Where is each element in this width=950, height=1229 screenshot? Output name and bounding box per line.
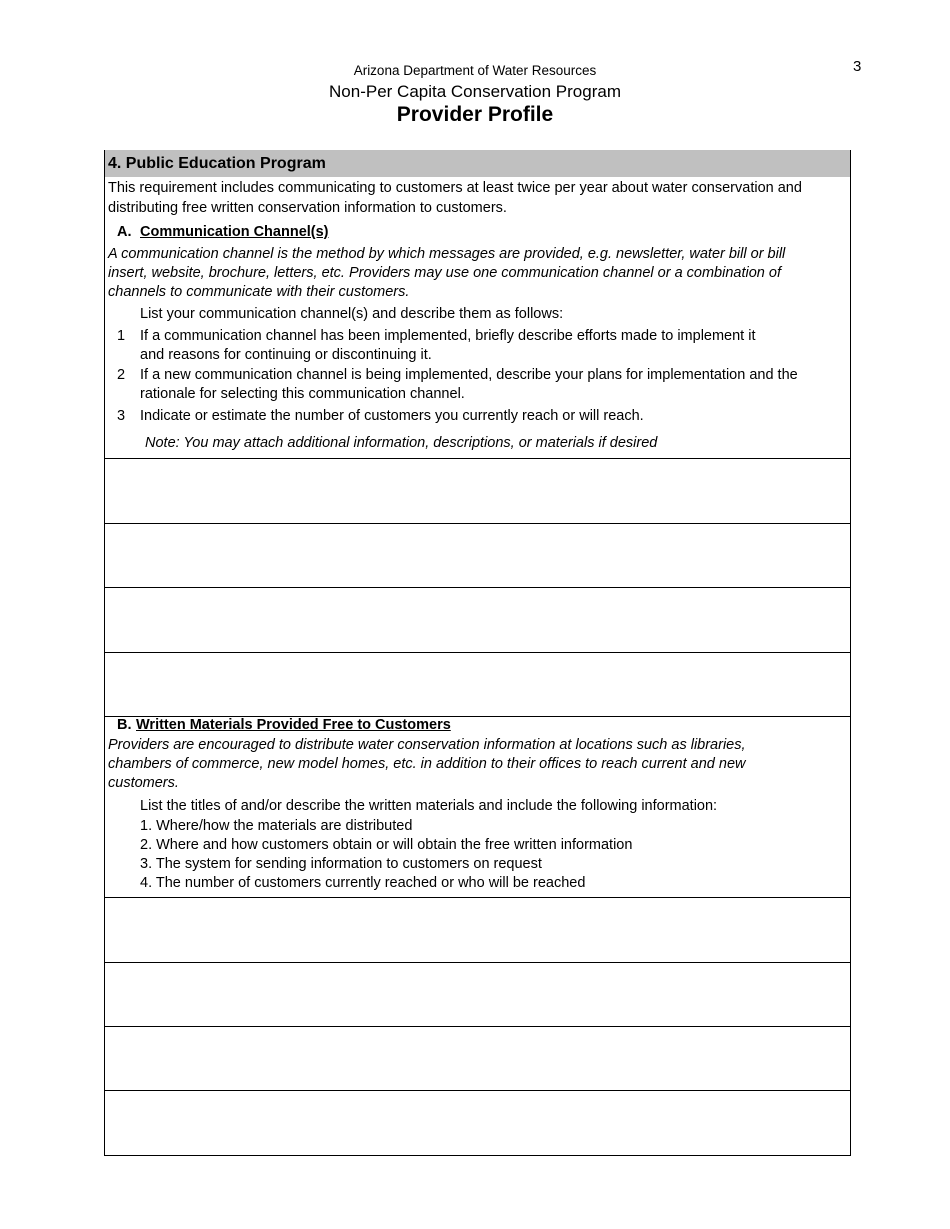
part-b-description-line-2: chambers of commerce, new model homes, etc. in addition to their offices to reach current and new <box>108 756 746 772</box>
part-b-item-4: 4. The number of customers currently reached or who will be reached <box>140 875 586 891</box>
part-a-response-field-1[interactable] <box>105 458 850 523</box>
part-a-item-2-num: 2 <box>117 367 126 383</box>
part-a-note: Note: You may attach additional information, descriptions, or materials if desired <box>145 435 658 451</box>
part-b-response-field-3[interactable] <box>105 1026 850 1090</box>
part-a-description-line-1: A communication channel is the method by which messages are provided, e.g. newsletter, water bill or bill <box>108 246 786 262</box>
part-b-item-1: 1. Where/how the materials are distributed <box>140 818 413 834</box>
part-b-response-field-1[interactable] <box>105 897 850 962</box>
agency-name: Arizona Department of Water Resources <box>353 63 597 78</box>
part-b-item-2: 2. Where and how customers obtain or will obtain the free written information <box>140 837 633 853</box>
section-intro-line-2: distributing free written conservation information to customers. <box>108 200 507 216</box>
part-b-letter: B. <box>117 717 132 733</box>
program-name: Non-Per Capita Conservation Program <box>329 82 621 101</box>
part-a-letter: A. <box>117 224 132 240</box>
part-a-item-1-num: 1 <box>117 328 126 344</box>
part-a-item-1-line-2: and reasons for continuing or discontinuing it. <box>140 347 432 363</box>
part-a-description-line-3: channels to communicate with their customers. <box>108 284 410 300</box>
part-b-list-intro: List the titles of and/or describe the written materials and include the following information: <box>140 798 718 814</box>
part-b-item-3: 3. The system for sending information to customers on request <box>140 856 542 872</box>
part-a-response-field-3[interactable] <box>105 587 850 652</box>
section-intro-line-1: This requirement includes communicating to customers at least twice per year about water conservation and <box>108 180 802 196</box>
section-title: 4. Public Education Program <box>105 150 850 177</box>
part-a-item-2-line-1: If a new communication channel is being implemented, describe your plans for implementation and the <box>140 367 798 383</box>
part-a-item-3-line-1: Indicate or estimate the number of customers you currently reach or will reach. <box>140 408 644 424</box>
part-a-item-1-line-1: If a communication channel has been implemented, briefly describe efforts made to implement it <box>140 328 756 344</box>
part-b-response-field-4[interactable] <box>105 1090 850 1155</box>
part-a-list-intro: List your communication channel(s) and describe them as follows: <box>140 306 564 322</box>
part-b-description-line-1: Providers are encouraged to distribute water conservation information at locations such as libraries, <box>108 737 746 753</box>
part-b-heading: Written Materials Provided Free to Customers <box>136 717 451 733</box>
part-a-description-line-2: insert, website, brochure, letters, etc. Providers may use one communication channel or a combination of <box>108 265 781 281</box>
part-a-response-field-2[interactable] <box>105 523 850 587</box>
part-a-response-field-4[interactable] <box>105 652 850 716</box>
part-b-response-field-2[interactable] <box>105 962 850 1026</box>
part-b-description-line-3: customers. <box>108 775 179 791</box>
part-a-heading: Communication Channel(s) <box>140 224 329 240</box>
public-education-form <box>104 150 851 1156</box>
page-number: 3 <box>853 58 862 75</box>
part-a-item-2-line-2: rationale for selecting this communication channel. <box>140 386 465 402</box>
part-a-item-3-num: 3 <box>117 408 126 424</box>
page-title: Provider Profile <box>396 103 554 126</box>
